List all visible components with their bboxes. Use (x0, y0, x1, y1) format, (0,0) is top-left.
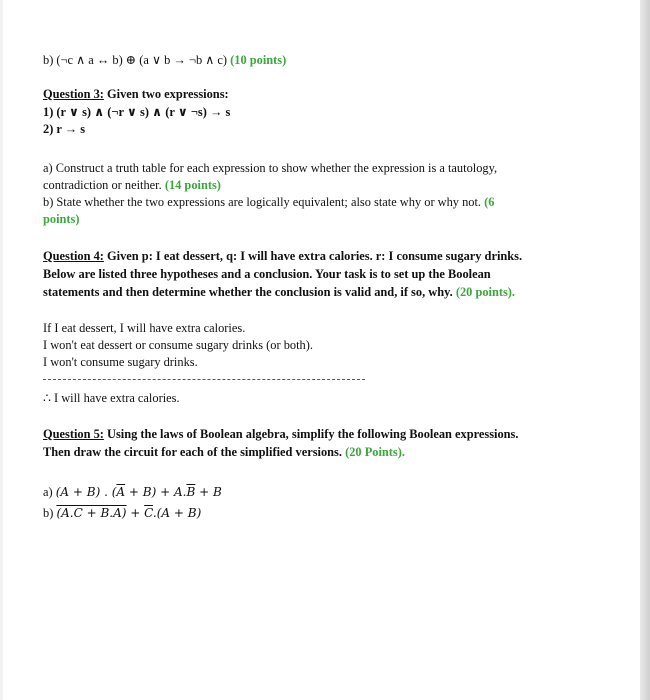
page-right-edge (640, 0, 650, 700)
q3-heading-rest: Given two expressions: (103, 87, 229, 101)
q2b-points: (10 points) (230, 53, 287, 67)
q3b-points-start: (6 (484, 195, 495, 209)
q5b-label: b) (43, 506, 54, 520)
q3a-text-end: contradiction or neither. (43, 178, 162, 192)
q4-line-3-text: statements and then determine whether the conclusion is valid and, if so, why. (43, 285, 453, 299)
q4-hypothesis-1: If I eat dessert, I will have extra calories. (43, 321, 246, 335)
q4-given: Given p: I eat dessert, q: I will have extra calories. r: I consume sugary drinks. (103, 249, 523, 263)
q5a-label: a) (43, 485, 53, 499)
q3-heading: Question 3: (43, 87, 104, 101)
q4-hypothesis-3: I won't consume sugary drinks. (43, 355, 198, 369)
q4-dashed-divider (43, 379, 365, 380)
q5-line-1-text: Using the laws of Boolean algebra, simplify the following Boolean expressions. (103, 427, 519, 441)
q3-heading-line (43, 86, 229, 102)
q4-line-2: Below are listed three hypotheses and a conclusion. Your task is to set up the Boolean (43, 267, 491, 281)
q5-line-2-text: Then draw the circuit for each of the simplified versions. (43, 445, 342, 459)
q4-hypothesis-2: I won't eat dessert or consume sugary drinks (or both). (43, 338, 313, 352)
q5b-expression (43, 505, 201, 521)
q4-line-3 (43, 284, 515, 300)
q3a-points: (14 points) (164, 178, 221, 192)
q5-line-1 (43, 426, 518, 442)
q4-line-1 (43, 248, 522, 264)
q5b-math: $(A.C + B.A) + \overline{C}.(A + B)$ (56, 506, 202, 520)
page-left-edge (0, 0, 3, 700)
q3b-text: b) State whether the two expressions are logically equivalent; also state why or why not. (43, 195, 482, 209)
q5a-math: (A + B) . $(\overline{A} + B) + A.\overline{B} + B$ (55, 485, 222, 499)
q3a-line-1: a) Construct a truth table for each expression to show whether the expression is a tautology, (43, 161, 498, 175)
q5-heading: Question 5: (43, 427, 104, 441)
q3-expression-2: 2) r → s (43, 122, 86, 136)
q3b-points-end: points) (43, 212, 80, 226)
q3-expression-1: 1) (r ∨ s) ∧ (¬r ∨ s) ∧ (r ∨ ¬s) → s (43, 105, 231, 119)
q2b-expression: b) (¬c ∧ a ↔ b) ⊕ (a ∨ b → ¬b ∧ c) (43, 53, 228, 67)
q5-line-2 (43, 444, 405, 460)
q5a-expression (43, 484, 222, 500)
q4-heading: Question 4: (43, 249, 104, 263)
q4-points: (20 points). (455, 285, 516, 299)
q4-conclusion: ∴ I will have extra calories. (43, 391, 180, 405)
q5-points: (20 Points). (345, 445, 405, 459)
q3b-line-1 (43, 194, 494, 210)
q3a-line-2 (43, 177, 221, 193)
q2b-line (43, 52, 286, 68)
